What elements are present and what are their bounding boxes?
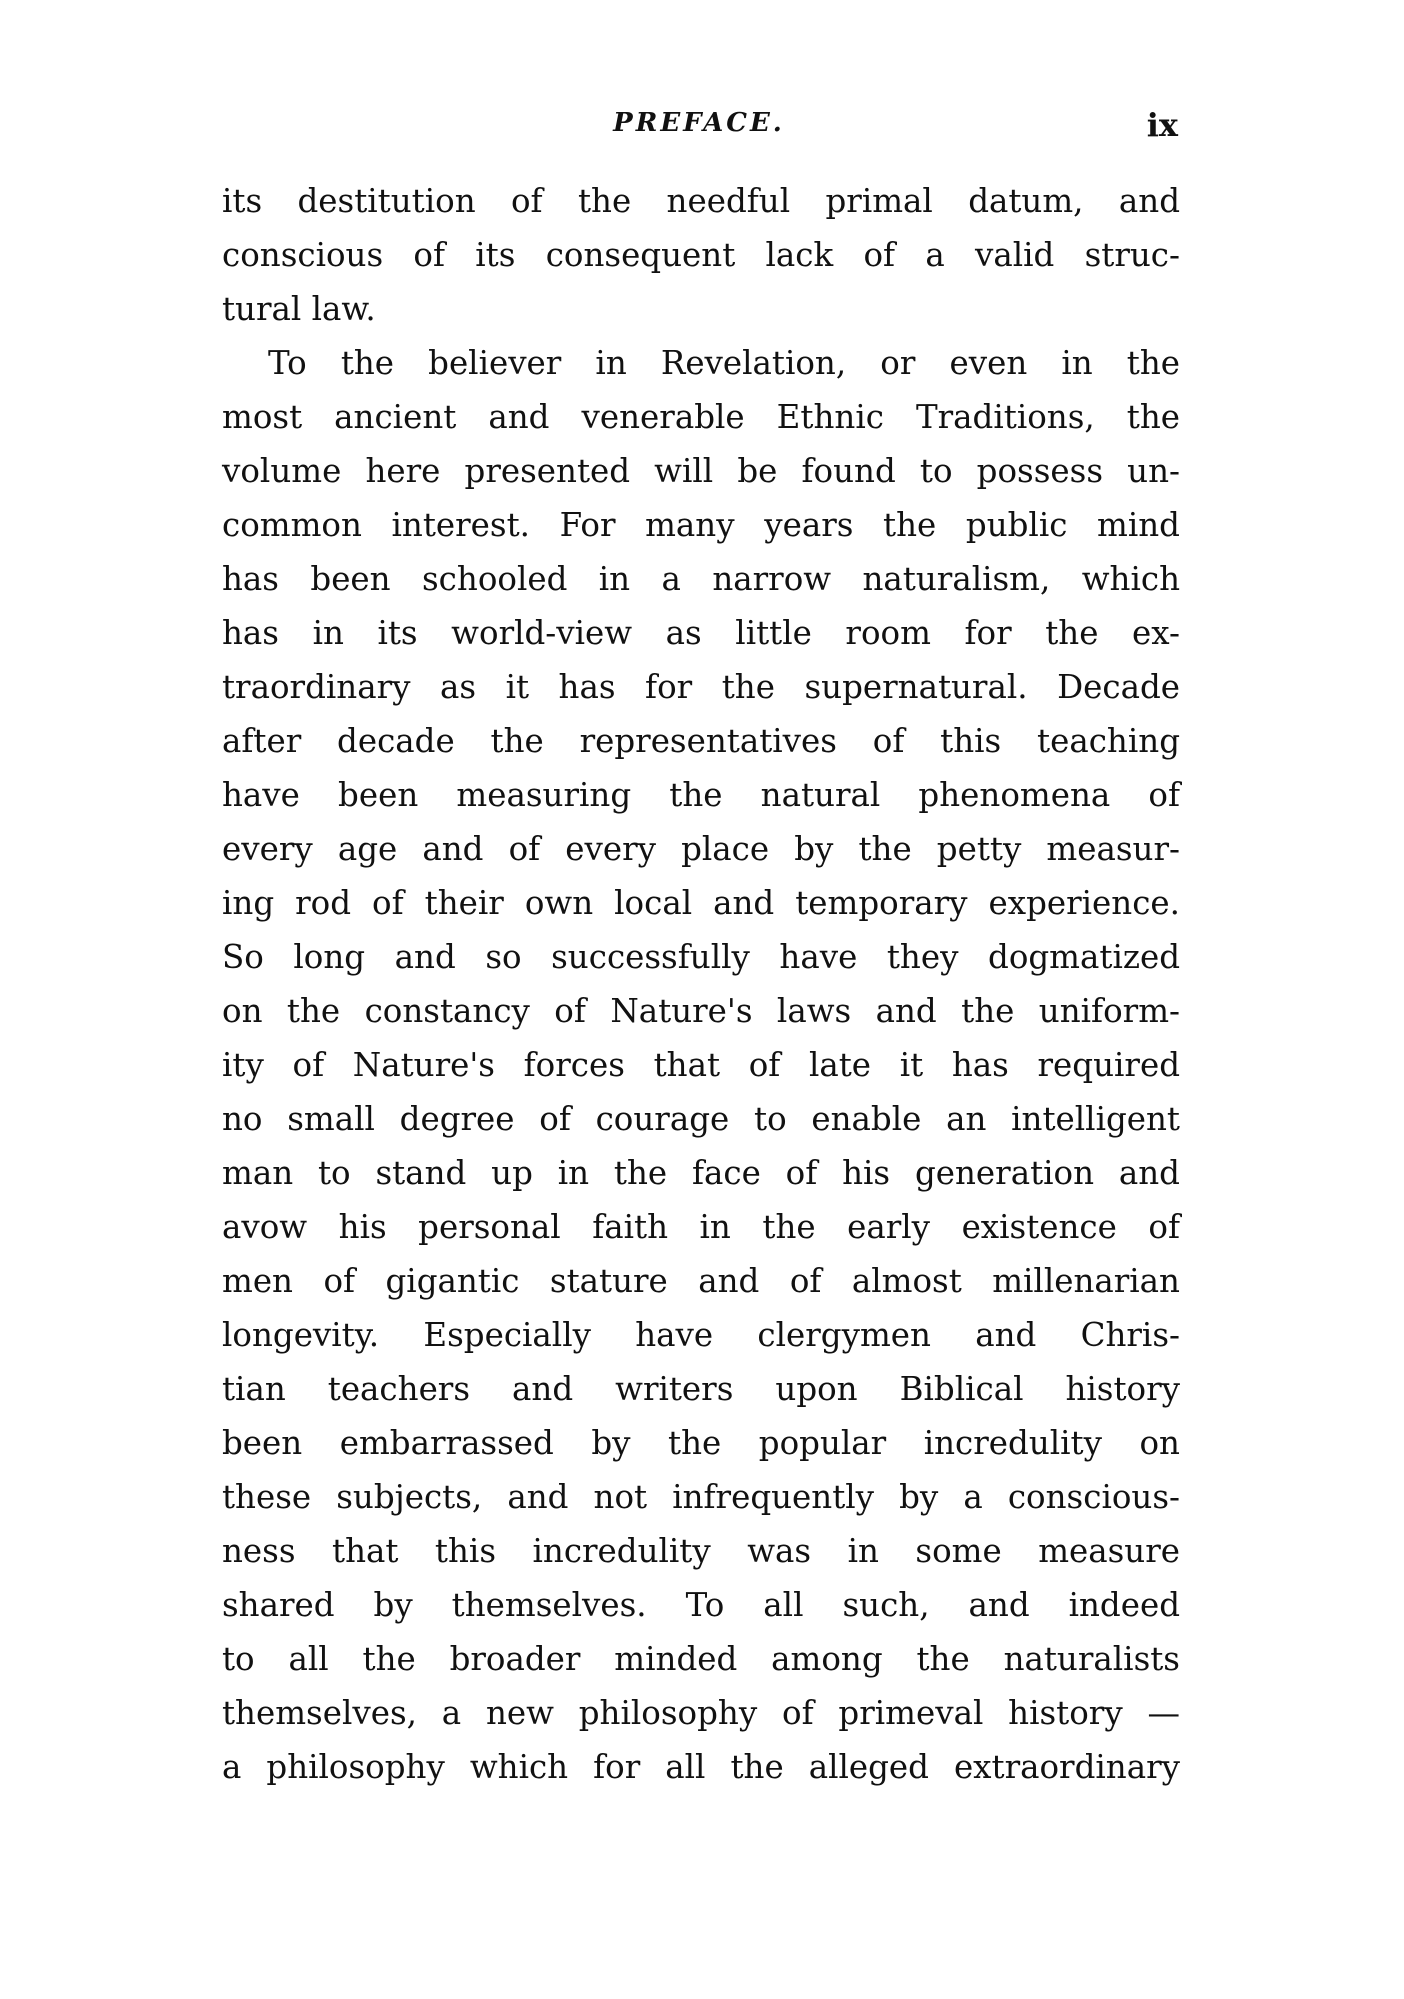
text-line: common interest. For many years the public mind <box>222 506 1180 544</box>
text-line: ing rod of their own local and temporary experience. <box>222 884 1180 922</box>
text-line: themselves, a new philosophy of primeval history — <box>222 1694 1180 1732</box>
text-line: tian teachers and writers upon Biblical history <box>222 1370 1180 1408</box>
text-line: after decade the representatives of this teaching <box>222 722 1180 760</box>
text-line: most ancient and venerable Ethnic Traditions, the <box>222 398 1180 436</box>
text-line: ness that this incredulity was in some measure <box>222 1532 1180 1570</box>
text-line: every age and of every place by the petty measur- <box>222 830 1180 868</box>
text-line: avow his personal faith in the early existence of <box>222 1208 1180 1246</box>
text-line: ity of Nature's forces that of late it has required <box>222 1046 1180 1084</box>
text-line: no small degree of courage to enable an intelligent <box>222 1100 1180 1138</box>
text-line: have been measuring the natural phenomena of <box>222 776 1180 814</box>
running-head: PREFACE. <box>613 108 785 138</box>
text-line: these subjects, and not infrequently by a conscious- <box>222 1478 1180 1516</box>
text-line: volume here presented will be found to possess un- <box>222 452 1180 490</box>
text-line: men of gigantic stature and of almost millenarian <box>222 1262 1180 1300</box>
text-line: So long and so successfully have they dogmatized <box>222 938 1180 976</box>
text-line: has been schooled in a narrow naturalism, which <box>222 560 1180 598</box>
text-line: shared by themselves. To all such, and indeed <box>222 1586 1180 1624</box>
text-line: to all the broader minded among the naturalists <box>222 1640 1180 1678</box>
page-number: ix <box>1146 106 1178 144</box>
text-line: on the constancy of Nature's laws and the uniform- <box>222 992 1180 1030</box>
text-line: man to stand up in the face of his generation and <box>222 1154 1180 1192</box>
body-text <box>222 174 1180 1794</box>
text-line: has in its world-view as little room for the ex- <box>222 614 1180 652</box>
text-line: its destitution of the needful primal datum, and <box>222 182 1180 220</box>
text-line: conscious of its consequent lack of a valid struc- <box>222 236 1180 274</box>
text-line: been embarrassed by the popular incredulity on <box>222 1424 1180 1462</box>
text-line: To the believer in Revelation, or even in the <box>268 344 1180 382</box>
text-line: longevity. Especially have clergymen and Chris- <box>222 1316 1180 1354</box>
text-line: a philosophy which for all the alleged extraordinary <box>222 1748 1180 1786</box>
text-line: traordinary as it has for the supernatural. Decade <box>222 668 1180 706</box>
text-line: tural law. <box>222 290 376 328</box>
page-header <box>220 108 1178 148</box>
